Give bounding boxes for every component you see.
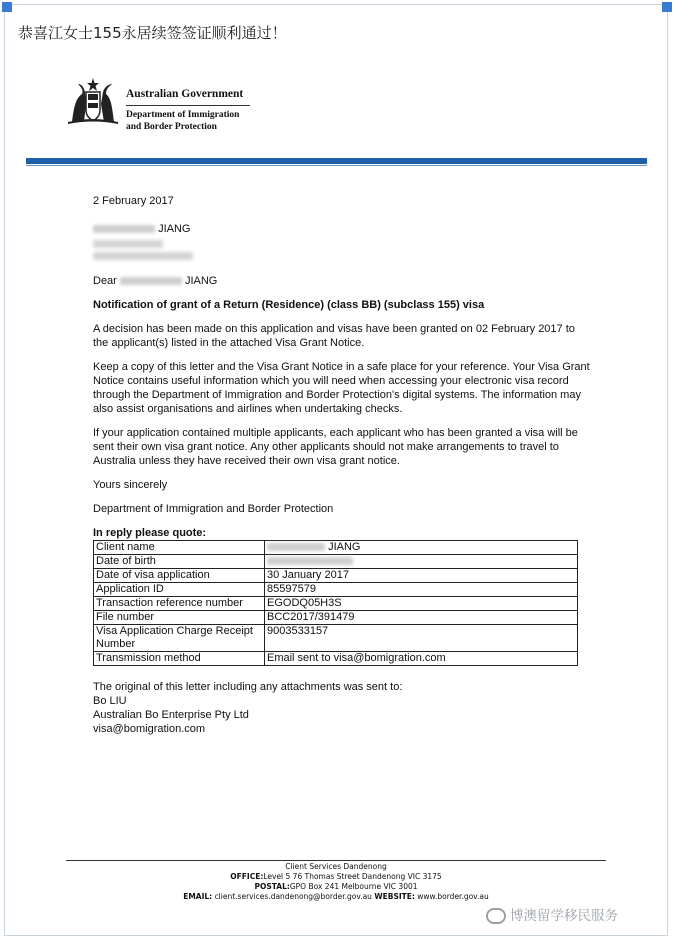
table-row (94, 652, 578, 666)
table-row (94, 541, 578, 555)
quote-heading: In reply please quote: (93, 527, 207, 539)
department-name-line1: Department of Immigration (126, 110, 240, 120)
coat-of-arms-icon (64, 76, 122, 126)
table-row (94, 625, 578, 652)
table-key: Transaction reference number (94, 597, 265, 611)
table-key: Transmission method (94, 652, 265, 666)
footer-contact: EMAIL: client.services.dandenong@border.gov.au WEBSITE: www.border.gov.au (183, 892, 489, 901)
recipient-surname: JIANG (158, 223, 191, 235)
table-value: BCC2017/391479 (265, 611, 578, 625)
header-rule (126, 105, 250, 106)
signatory: Department of Immigration and Border Protection (93, 503, 334, 515)
table-row (94, 569, 578, 583)
redacted-given-name (267, 543, 325, 551)
footer-office-name: Client Services Dandenong (285, 862, 387, 871)
redacted-date-of-birth (267, 557, 353, 565)
footer-office: OFFICE:Level 5 76 Thomas Street Dandenong VIC 3175 (230, 872, 442, 881)
table-key: Application ID (94, 583, 265, 597)
salutation (93, 274, 593, 288)
header-bar (26, 158, 647, 164)
corner-marker (2, 2, 12, 12)
paragraph-decision: A decision has been made on this application and visas have been granted on 02 February 2017 to the applicant(s) listed in the attached Visa Grant Notice. (93, 323, 575, 349)
table-value: Email sent to visa@bomigration.com (265, 652, 578, 666)
table-value: 9003533157 (265, 625, 578, 652)
letter-body (93, 194, 593, 736)
letter-footer (66, 862, 606, 902)
table-key: Visa Application Charge Receipt Number (94, 625, 265, 652)
sent-to-company: Australian Bo Enterprise Pty Ltd (93, 709, 249, 721)
table-row (94, 555, 578, 569)
sent-to-intro: The original of this letter including any attachments was sent to: (93, 681, 403, 693)
letter-date: 2 February 2017 (93, 195, 174, 207)
footer-postal: POSTAL:GPO Box 241 Melbourne VIC 3001 (254, 882, 418, 891)
reference-table (93, 540, 578, 666)
footer-rule (66, 860, 606, 861)
table-key: Date of birth (94, 555, 265, 569)
paragraph-multiple-applicants: If your application contained multiple applicants, each applicant who has been granted a visa will be sent their own visa grant notice. Any other applicants should not make arrangements to travel to Australia unless they have received their own visa grant notice. (93, 427, 578, 467)
redacted-given-name (120, 277, 182, 285)
table-key: Client name (94, 541, 265, 555)
paragraph-keep-copy: Keep a copy of this letter and the Visa Grant Notice in a safe place for your reference. Your Visa Grant Notice contains useful information which you will need when accessing your electronic visa record through the Department of Immigration and Border Protection's digital systems. The information may also assist organisations and airlines when undertaking checks. (93, 361, 590, 415)
table-value: 30 January 2017 (265, 569, 578, 583)
sent-to-name: Bo LIU (93, 695, 127, 707)
post-caption: 恭喜江女士155永居续签签证顺利通过！ (18, 24, 287, 42)
redacted-given-name (93, 225, 155, 233)
table-value: 85597579 (265, 583, 578, 597)
watermark (486, 904, 618, 924)
sent-to-email: visa@bomigration.com (93, 723, 206, 735)
table-value (265, 555, 578, 569)
wechat-icon (486, 908, 506, 924)
table-key: File number (94, 611, 265, 625)
table-key: Date of visa application (94, 569, 265, 583)
redacted-address-line (93, 252, 193, 260)
table-row (94, 597, 578, 611)
letter-subject: Notification of grant of a Return (Residence) (class BB) (subclass 155) visa (93, 299, 485, 311)
closing: Yours sincerely (93, 479, 168, 491)
table-row (94, 611, 578, 625)
salutation-prefix: Dear (93, 275, 117, 287)
watermark-text: 博澳留学移民服务 (510, 908, 618, 924)
table-value: JIANG (265, 541, 578, 555)
corner-marker (662, 2, 672, 12)
header-bar-underline (26, 165, 647, 166)
letter-page (26, 64, 647, 914)
government-name: Australian Government (126, 88, 244, 100)
salutation-surname: JIANG (184, 275, 218, 287)
recipient-address (93, 222, 593, 260)
department-name-line2: and Border Protection (126, 122, 217, 132)
redacted-address-line (93, 240, 163, 248)
table-value: EGODQ05H3S (265, 597, 578, 611)
table-row (94, 583, 578, 597)
